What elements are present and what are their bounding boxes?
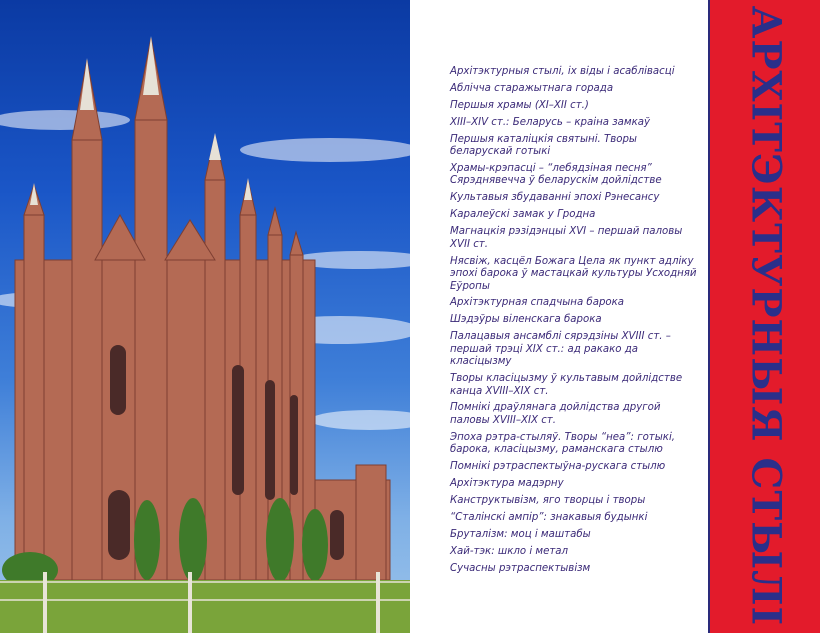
- contents-item: Культавыя збудаванні эпохі Рэнесансу: [450, 192, 660, 204]
- contents-item: Магнацкія рэзідэнцыі XVI – першай паловы XVII ст.: [450, 226, 683, 250]
- contents-item: Архітэктурныя стылі, іх віды і асаблівасці: [450, 66, 675, 77]
- contents-item: Архітэктурная спадчына барока: [450, 297, 625, 309]
- title-band: [708, 0, 820, 633]
- contents-item: Помнікі рэтраспектыўна-рускага стылю: [450, 461, 666, 473]
- contents-list: [450, 66, 700, 579]
- contents-item: Нясвіж, касцёл Божага Цела як пункт адліку эпохі барока ў мастацкай культуры Усходняй Еўропы: [450, 255, 697, 292]
- book-title: АРХІТЭКТУРНЫЯ СТЫЛІ: [742, 5, 790, 627]
- contents-item: Першыя храмы (XI–XII ст.): [450, 99, 589, 111]
- contents-item: XIII–XIV ст.: Беларусь – краіна замкаў: [450, 116, 651, 128]
- contents-item: Архітэктура мадэрну: [450, 478, 564, 490]
- contents-item: Першыя каталіцкія святыні. Творы беларускай готыкі: [450, 133, 637, 158]
- lawn: [0, 580, 410, 633]
- contents-item: Сучасны рэтраспектывізм: [450, 562, 591, 574]
- contents-item: “Сталінскі ампір”: знакавыя будынкі: [450, 511, 648, 523]
- contents-item: Хай-тэк: шкло і метал: [450, 545, 569, 557]
- contents-item: Палацавыя ансамблі сярэдзіны XVIII ст. – першай трэці XIX ст.: ад ракако да класіцызму: [450, 331, 671, 368]
- contents-item: Шэдэўры віленскага барока: [450, 314, 602, 326]
- contents-page: [410, 0, 708, 633]
- contents-item: Помнікі драўлянага дойлідства другой паловы XVIII–XIX ст.: [450, 402, 661, 426]
- contents-item: Бруталізм: моц і маштабы: [450, 528, 591, 540]
- contents-item: Эпоха рэтра-стыляў. Творы “неа”: готыкі, барока, класіцызму, раманскага стылю: [450, 431, 676, 456]
- contents-item: Канструктывізм, яго творцы і творы: [450, 495, 646, 507]
- contents-item: Творы класіцызму ў культавым дойлідстве канца XVIII–XIX ст.: [450, 373, 683, 397]
- contents-item: Каралеўскі замак у Гродна: [450, 209, 596, 221]
- contents-item: Храмы-крэпасці – “лебядзіная песня” Сярэднявечча ў беларускім дойлідстве: [450, 162, 662, 187]
- contents-item: Аблічча старажытнага горада: [450, 82, 614, 94]
